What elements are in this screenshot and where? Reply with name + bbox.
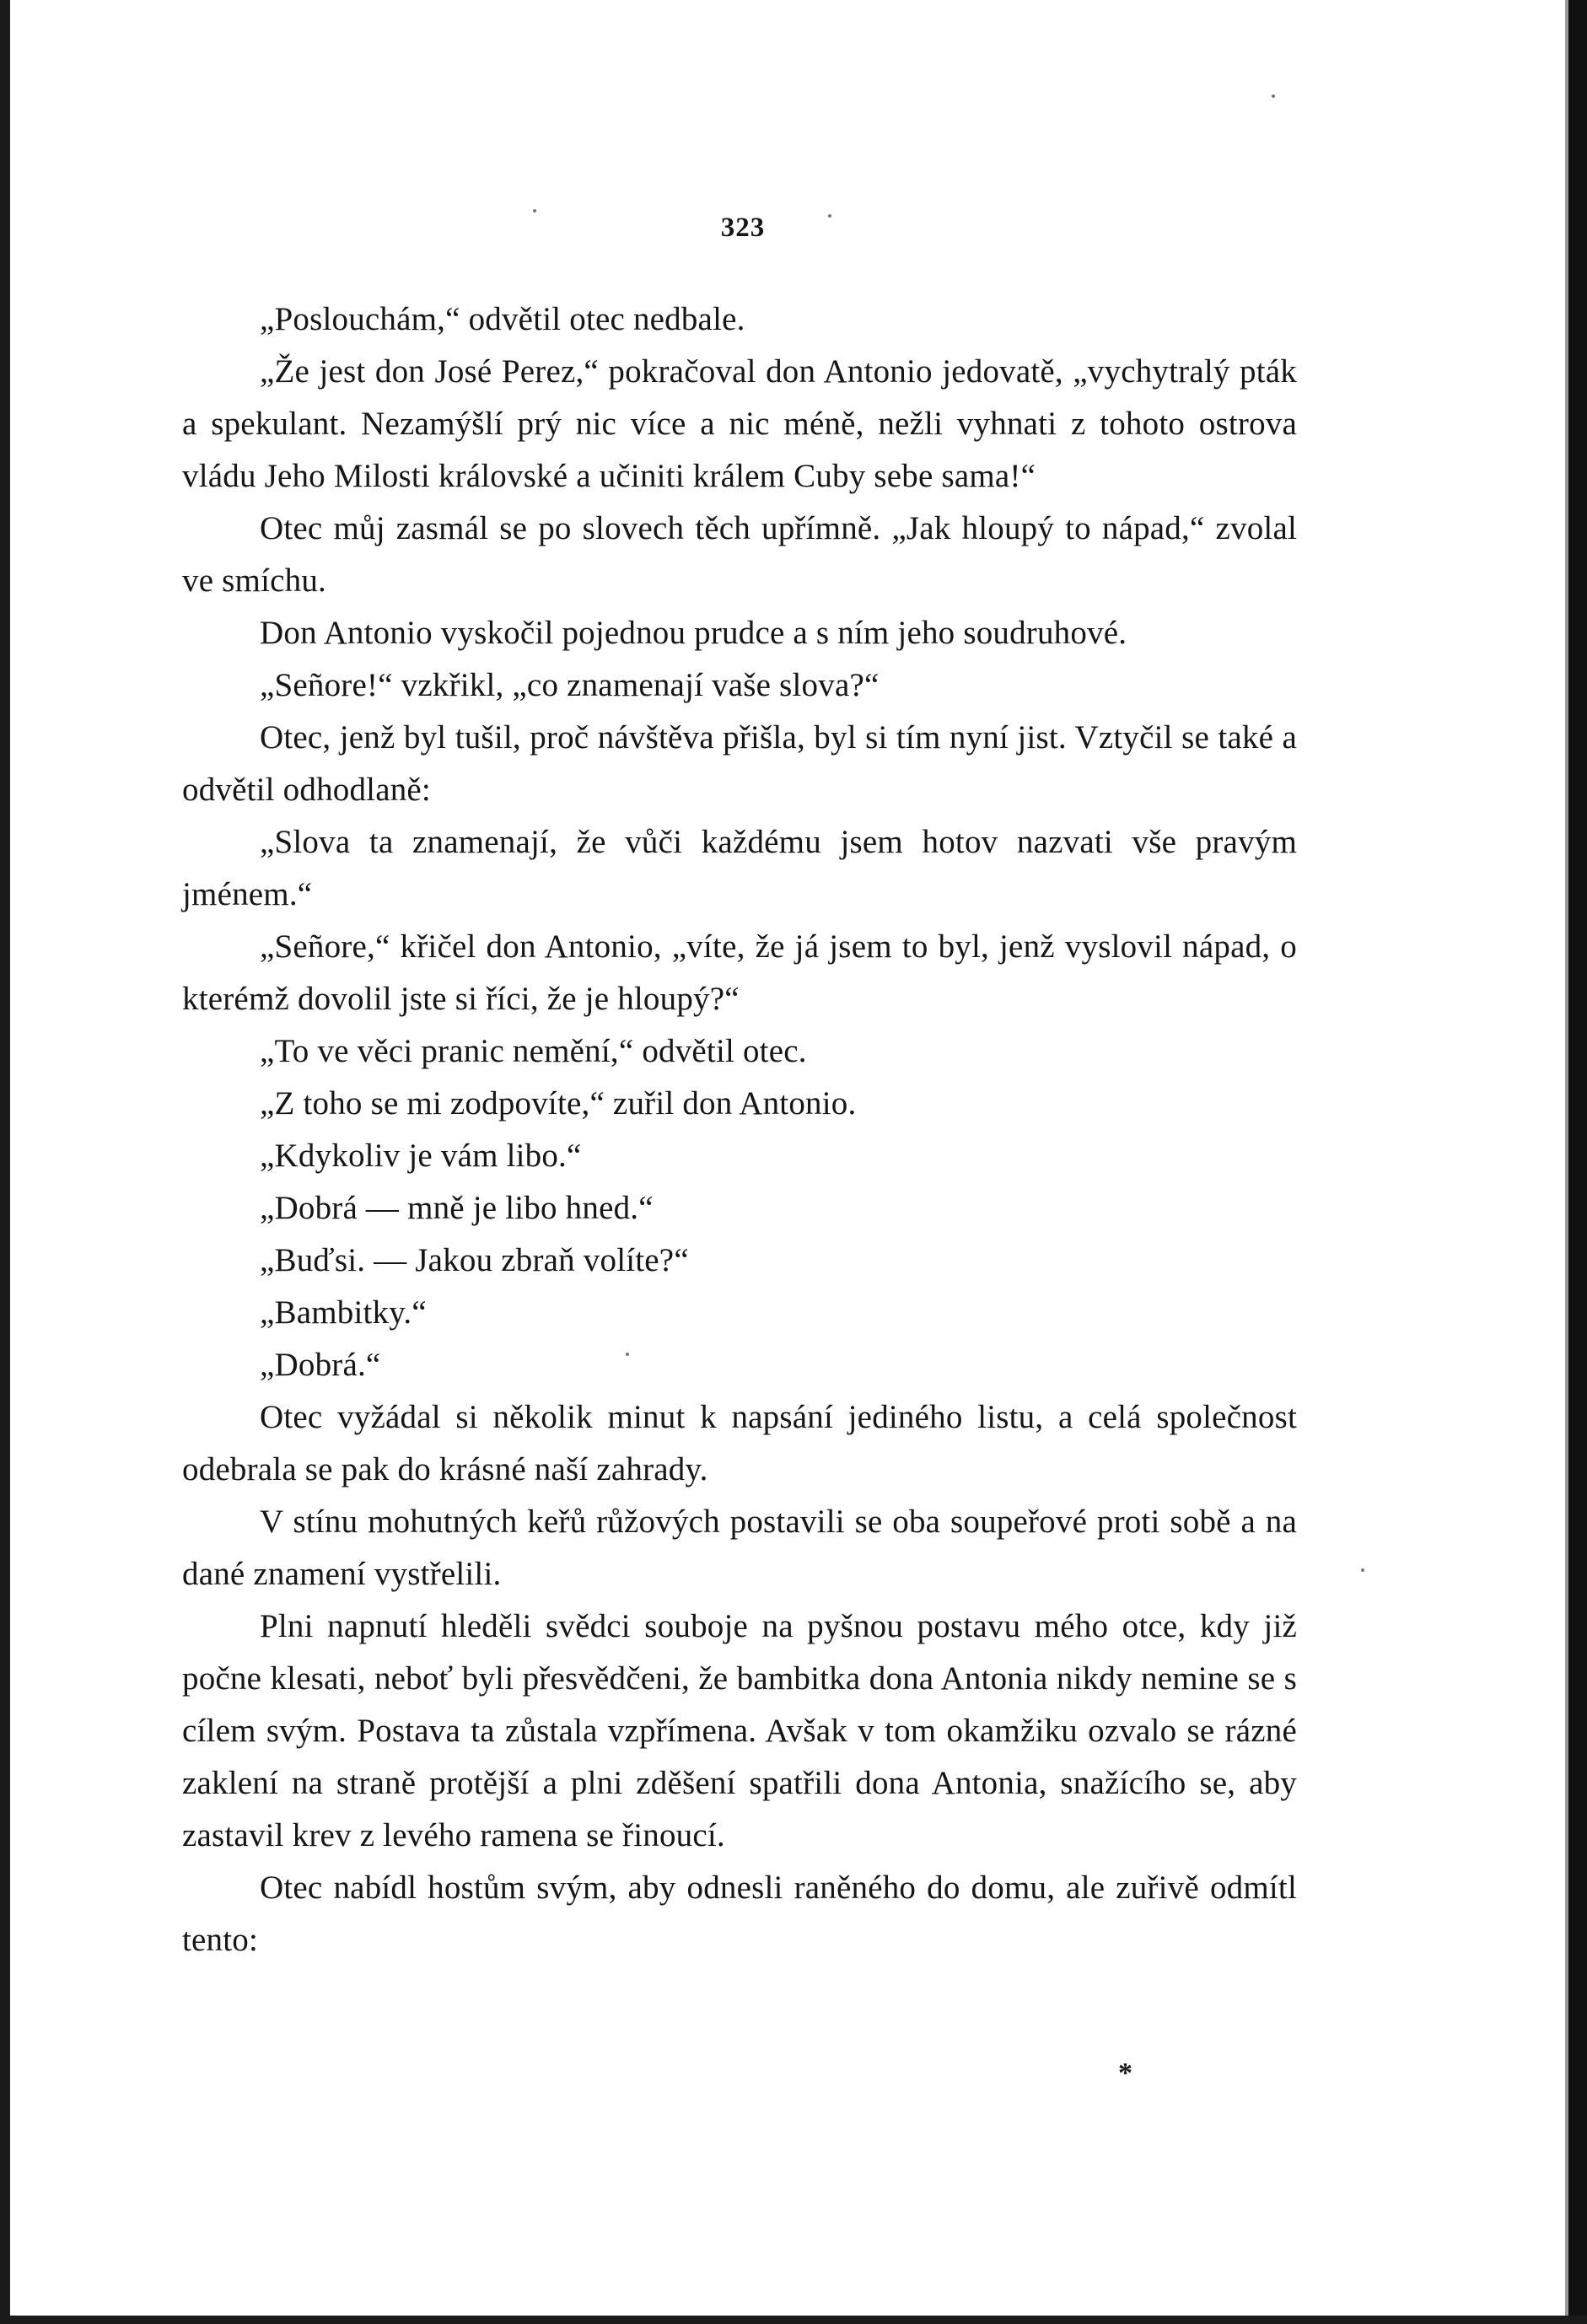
paragraph: „Señore!“ vzkřikl, „co znamenají vaše slova?“ <box>260 667 880 703</box>
paragraph: „Bambitky.“ <box>260 1294 427 1331</box>
paragraph: „Poslouchám,“ odvětil otec nedbale. <box>260 301 745 337</box>
paragraph: „To ve věci pranic nemění,“ odvětil otec. <box>260 1033 807 1069</box>
paragraph: „Buďsi. — Jakou zbraň volíte?“ <box>260 1242 689 1278</box>
scan-edge-right <box>1568 0 1587 2324</box>
paragraph: „Kdykoliv je vám libo.“ <box>260 1138 582 1174</box>
page-text <box>182 293 1297 1966</box>
footer-mark: * <box>1118 2058 1132 2089</box>
paragraph: V stínu mohutných keřů růžových postavili se oba soupeřové proti sobě a na dané znamení vystřelili. <box>182 1504 1297 1592</box>
paragraph: Otec vyžádal si několik minut k napsání jediného listu, a celá společnost odebrala se pak do krásné naší zahrady. <box>182 1399 1297 1487</box>
paragraph: Otec můj zasmál se po slovech těch upřímně. „Jak hloupý to nápad,“ zvolal ve smíchu. <box>182 510 1297 599</box>
scan-speck <box>828 214 831 218</box>
scan-edge-left <box>0 0 10 2324</box>
scan-speck <box>1272 94 1275 98</box>
scan-speck <box>533 209 536 212</box>
paragraph: „Señore,“ křičel don Antonio, „víte, že já jsem to byl, jenž vyslovil nápad, o kterémž dovolil jste si říci, že je hloupý?“ <box>182 928 1297 1017</box>
scan-speck <box>1361 1568 1364 1572</box>
page-number: 323 <box>720 212 766 243</box>
paragraph: Plni napnutí hleděli svědci souboje na pyšnou postavu mého otce, kdy již počne klesati, neboť byli přesvědčeni, že bambitka dona Antonia nikdy nemine se s cílem svým. Postava ta zůstala vzpřímena. Avšak v tom okamžiku ozvalo se rázné zaklení na straně protější a plni zděšení spatřili dona Antonia, snažícího se, aby zastavil krev z levého ramena se řinoucí. <box>182 1608 1297 1853</box>
paragraph: „Dobrá — mně je libo hned.“ <box>260 1190 654 1226</box>
paragraph: Don Antonio vyskočil pojednou prudce a s ním jeho soudruhové. <box>260 615 1127 651</box>
paragraph: Otec, jenž byl tušil, proč návštěva přišla, byl si tím nyní jist. Vztyčil se také a odvětil odhodlaně: <box>182 719 1297 808</box>
paragraph: Otec nabídl hostům svým, aby odnesli raněného do domu, ale zuřivě odmítl tento: <box>182 1869 1297 1958</box>
scan-edge-bottom <box>0 2316 1587 2324</box>
paragraph: „Že jest don José Perez,“ pokračoval don Antonio jedovatě, „vychytralý pták a spekulant. Nezamýšlí prý nic více a nic méně, nežli vyhnati z tohoto ostrova vládu Jeho Milosti královské a učiniti králem Cuby sebe sama!“ <box>182 353 1297 494</box>
paragraph: „Dobrá.“ <box>260 1347 381 1383</box>
paragraph: „Slova ta znamenají, že vůči každému jsem hotov nazvati vše pravým jménem.“ <box>182 824 1297 912</box>
paragraph: „Z toho se mi zodpovíte,“ zuřil don Antonio. <box>260 1085 857 1122</box>
